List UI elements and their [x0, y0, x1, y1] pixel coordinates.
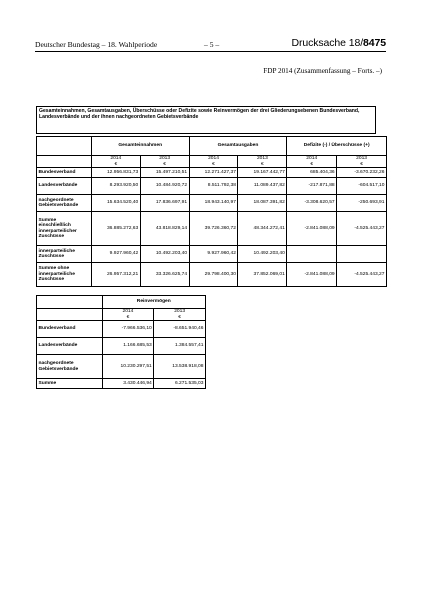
value-cell: 33.326.625,74 [140, 263, 189, 287]
document-number [291, 37, 386, 49]
year-header-row [37, 156, 387, 168]
group-header-row [37, 137, 387, 156]
year-header-row [37, 309, 206, 321]
table-caption: Gesamteinnahmen, Gesamtausgaben, Überschüsse oder Defizite sowie Reinvermögen der drei Gliederungsebenen Bundesverband, Landesverbände und der ihnen nachgeordneten Gebietsverbände [36, 106, 376, 134]
value-cell: 36.885.272,63 [91, 212, 140, 246]
value-cell: -3.670.232,26 [337, 168, 387, 178]
value-cell: -7.966.536,10 [102, 321, 154, 338]
year-header [154, 309, 206, 321]
row-label: nachgeordnete Gebietsverbände [37, 195, 92, 212]
value-cell: 15.497.210,51 [140, 168, 189, 178]
year-label: 2013 [174, 309, 186, 315]
value-cell: 11.089.437,82 [238, 178, 287, 195]
value-cell: -604.517,10 [337, 178, 387, 195]
value-cell: 19.167.442,77 [238, 168, 287, 178]
value-cell: 26.957.312,21 [91, 263, 140, 287]
row-label: Summe ohne innerparteiliche Zuschüsse [37, 263, 92, 287]
unit-label: € [261, 161, 264, 167]
table-row [37, 263, 387, 287]
value-cell: -2.841.088,09 [287, 263, 337, 287]
value-cell: 685.404,36 [287, 168, 337, 178]
group-header: Defizite (-) / Überschüsse (+) [287, 137, 387, 156]
section-subheader: FDP 2014 (Zusammenfassung – Forts. –) [263, 67, 382, 75]
value-cell: 43.818.829,14 [140, 212, 189, 246]
row-label: Summe [37, 379, 103, 389]
value-cell: -4.525.443,27 [337, 212, 387, 246]
header-left: Deutscher Bundestag – 18. Wahlperiode [35, 40, 158, 49]
page-number: – 5 – [204, 40, 220, 49]
value-cell: 1.384.557,41 [154, 338, 206, 355]
value-cell: 13.538.918,08 [154, 355, 206, 379]
unit-label: € [114, 161, 118, 167]
table-row [37, 246, 387, 263]
table-row [37, 321, 206, 338]
year-header [91, 156, 140, 168]
value-cell: 10.230.297,51 [102, 355, 154, 379]
value-cell: 8.293.920,50 [91, 178, 140, 195]
year-header [102, 309, 154, 321]
value-cell: -8.651.940,46 [154, 321, 206, 338]
summary-table [36, 136, 387, 287]
table-row [37, 212, 387, 246]
year-header [337, 156, 387, 168]
year-label: 2014 [110, 156, 122, 162]
table-row [37, 178, 387, 195]
value-cell: -2.841.088,09 [287, 212, 337, 246]
row-label: Landesverbände [37, 178, 92, 195]
value-cell: -4.525.443,27 [337, 263, 387, 287]
unit-label: € [163, 161, 167, 167]
value-cell: 10.492.203,40 [140, 246, 189, 263]
value-cell: 12.956.831,73 [91, 168, 140, 178]
value-cell: 6.271.535,03 [154, 379, 206, 389]
value-cell: 39.726.360,72 [189, 212, 238, 246]
value-cell: 29.798.400,30 [189, 263, 238, 287]
year-label: 2013 [356, 156, 368, 162]
year-header [287, 156, 337, 168]
value-cell [337, 246, 387, 263]
row-label: nachgeordnete Gebietsverbände [37, 355, 103, 379]
unit-label: € [212, 161, 215, 167]
value-cell: -217.871,88 [287, 178, 337, 195]
value-cell [287, 246, 337, 263]
unit-label: € [310, 161, 314, 167]
table-row [37, 355, 206, 379]
corner-cell [37, 156, 92, 168]
value-cell: 48.344.272,41 [238, 212, 287, 246]
year-label: 2014 [306, 156, 318, 162]
value-cell: 10.492.203,40 [238, 246, 287, 263]
value-cell: 17.836.697,91 [140, 195, 189, 212]
group-header: Reinvermögen [102, 296, 205, 309]
year-label: 2013 [256, 156, 268, 162]
value-cell: 1.166.685,53 [102, 338, 154, 355]
row-label: Bundesverband [37, 168, 92, 178]
unit-label: € [126, 314, 130, 320]
table-row [37, 379, 206, 389]
doc-number: 8475 [363, 37, 386, 49]
year-label: 2014 [208, 156, 219, 162]
corner-cell [37, 137, 92, 156]
year-label: 2013 [159, 156, 171, 162]
year-header [140, 156, 189, 168]
row-label: Summe einschließlich innerparteilicher Zuschüsse [37, 212, 92, 246]
value-cell: 18.087.391,82 [238, 195, 287, 212]
year-label: 2014 [122, 309, 134, 315]
value-cell: 12.271.427,37 [189, 168, 238, 178]
value-cell: 8.511.792,38 [189, 178, 238, 195]
group-header: Gesamteinnahmen [91, 137, 189, 156]
unit-label: € [360, 161, 363, 167]
value-cell: 18.943.140,97 [189, 195, 238, 212]
year-header [189, 156, 238, 168]
unit-label: € [178, 314, 181, 320]
doc-prefix: Drucksache 18/ [291, 37, 364, 49]
table-row [37, 195, 387, 212]
row-label: Bundesverband [37, 321, 103, 338]
row-label: Landesverbände [37, 338, 103, 355]
year-header [238, 156, 287, 168]
value-cell: 9.927.960,42 [91, 246, 140, 263]
row-label: innerparteiliche Zuschüsse [37, 246, 92, 263]
value-cell: 15.634.520,40 [91, 195, 140, 212]
corner-cell [37, 296, 103, 309]
table-row [37, 168, 387, 178]
value-cell: -250.693,91 [337, 195, 387, 212]
group-header-row [37, 296, 206, 309]
value-cell: 10.484.920,72 [140, 178, 189, 195]
table-row [37, 338, 206, 355]
value-cell: 9.927.960,42 [189, 246, 238, 263]
corner-cell [37, 309, 103, 321]
net-assets-table [36, 295, 206, 389]
value-cell: 3.430.446,94 [102, 379, 154, 389]
value-cell: -3.308.620,57 [287, 195, 337, 212]
header-rule [35, 51, 386, 52]
group-header: Gesamtausgaben [189, 137, 287, 156]
value-cell: 37.852.069,01 [238, 263, 287, 287]
